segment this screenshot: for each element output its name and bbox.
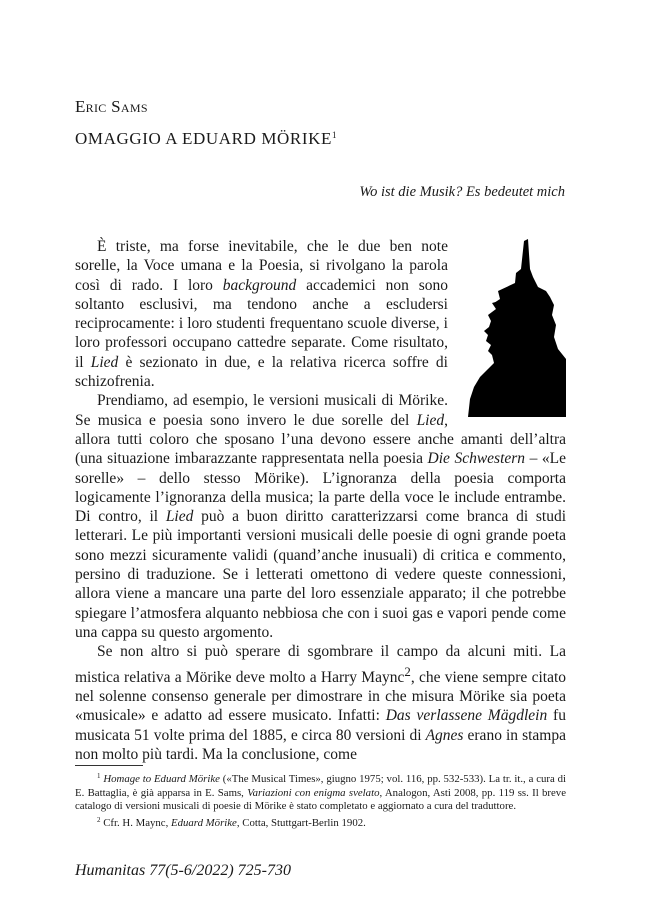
italic-text: Lied <box>90 353 119 371</box>
text-run: , allora tutti coloro che sposano l’una devono essere anche amanti dell’altra (una situazione imbarazzante rappresentata nella poesia <box>75 411 566 468</box>
text-run: Prendiamo, ad esempio, le versioni musicali di Mörike. Se musica e poesia sono invero le due sorelle del <box>75 392 448 429</box>
text-run: – «Le sorelle» – dello stesso Mörike). L’ignoranza della poesia comporta logicamente l’ignoranza della musica; la parte della voce le include entrambe. Di contro, il <box>75 450 566 526</box>
footnote-marker: 2 <box>404 663 411 679</box>
text-run: , che viene sempre citato nel solenne consenso generale per dimostrare in che misura Mörike sia poeta «musicale» e adatto ad essere musicato. Infatti: <box>75 668 567 725</box>
text-run: è sezionato in due, e la relativa ricerca soffre di schizofrenia. <box>75 353 448 391</box>
italic-text: Lied <box>165 508 194 526</box>
text-run: accademici non sono soltanto esclusivi, ma tendono anche a escludersi reciprocamente: i loro studenti frequentano scuole diverse, i loro professori occupano cattedre separate. Come risultato, il <box>75 276 448 371</box>
italic-text: Agnes <box>425 726 464 744</box>
footnote-marker: 2 <box>97 815 101 824</box>
epigraph: Wo ist die Musik? Es bedeutet mich <box>359 184 565 200</box>
silhouette-shape <box>468 239 566 417</box>
author-name: Eric Sams <box>75 97 148 116</box>
footnotes <box>75 770 566 830</box>
text-run: , Analogon, Asti 2008, pp. 119 ss. Il breve catalogo di versioni musicali di poesie di Mörike è stato completato e aggiornato a cura del traduttore. <box>75 786 566 813</box>
italic-text: Das verlassene Mägdlein <box>385 707 548 725</box>
article-title <box>75 129 337 149</box>
article-title-text: OMAGGIO A EDUARD MÖRIKE <box>75 129 332 148</box>
footnote-1 <box>75 770 566 814</box>
silhouette-portrait-image <box>458 239 566 417</box>
paragraph-3 <box>75 642 566 764</box>
italic-text: Variazioni con enigma svelato <box>247 786 380 799</box>
text-run: («The Musical Times», giugno 1975; vol. 116, pp. 532-533). La tr. it., a cura di E. Battaglia, è già apparsa in E. Sams, <box>75 773 566 799</box>
article-body <box>75 237 566 764</box>
text-run: Se non altro si può sperare di sgombrare il campo da alcuni miti. La mistica relativa a Mörike deve molto a Harry Maync <box>75 643 566 686</box>
italic-text: Die Schwestern <box>427 450 526 468</box>
paragraph-2 <box>75 391 566 642</box>
title-footnote-marker: 1 <box>332 130 337 140</box>
journal-reference: Humanitas 77(5-6/2022) 725-730 <box>75 862 291 879</box>
text-run: È triste, ma forse inevitabile, che le due ben note sorelle, la Voce umana e la Poesia, si rivolgano la parola così di rado. I loro <box>75 238 448 294</box>
text-run: , Cotta, Stuttgart-Berlin 1902. <box>236 816 366 829</box>
italic-text: Eduard Mörike <box>170 816 237 829</box>
text-run: Cfr. H. Maync, <box>100 816 171 829</box>
footnote-marker: 1 <box>97 772 101 780</box>
footnote-divider <box>75 765 143 766</box>
text-run: fu musicata 51 volte prima del 1885, e circa 80 versioni di <box>75 707 566 744</box>
italic-text: Homage to Eduard Mörike <box>103 773 220 785</box>
text-run: erano in stampa non molto più tardi. Ma la conclusione, come <box>75 726 566 763</box>
italic-text: background <box>222 276 297 294</box>
footnote-2 <box>75 814 566 831</box>
italic-text: Lied <box>416 411 445 429</box>
text-run: può a buon diritto caratterizzarsi come branca di studi letterari. Le più importanti versioni musicali delle poesie di ogni grande poeta sono mezzi sicuramente validi (quand’anche inusuali) di critica e commento, persino di traduzione. Se i letterati omettono di vedere queste connessioni, allora viene a mancare una parte del loro essenziale apparato; il che potrebbe spiegare l’atmosfera alquanto nebbiosa che con i suoi gas e vapori pende come una cappa su questo argomento. <box>75 508 567 641</box>
